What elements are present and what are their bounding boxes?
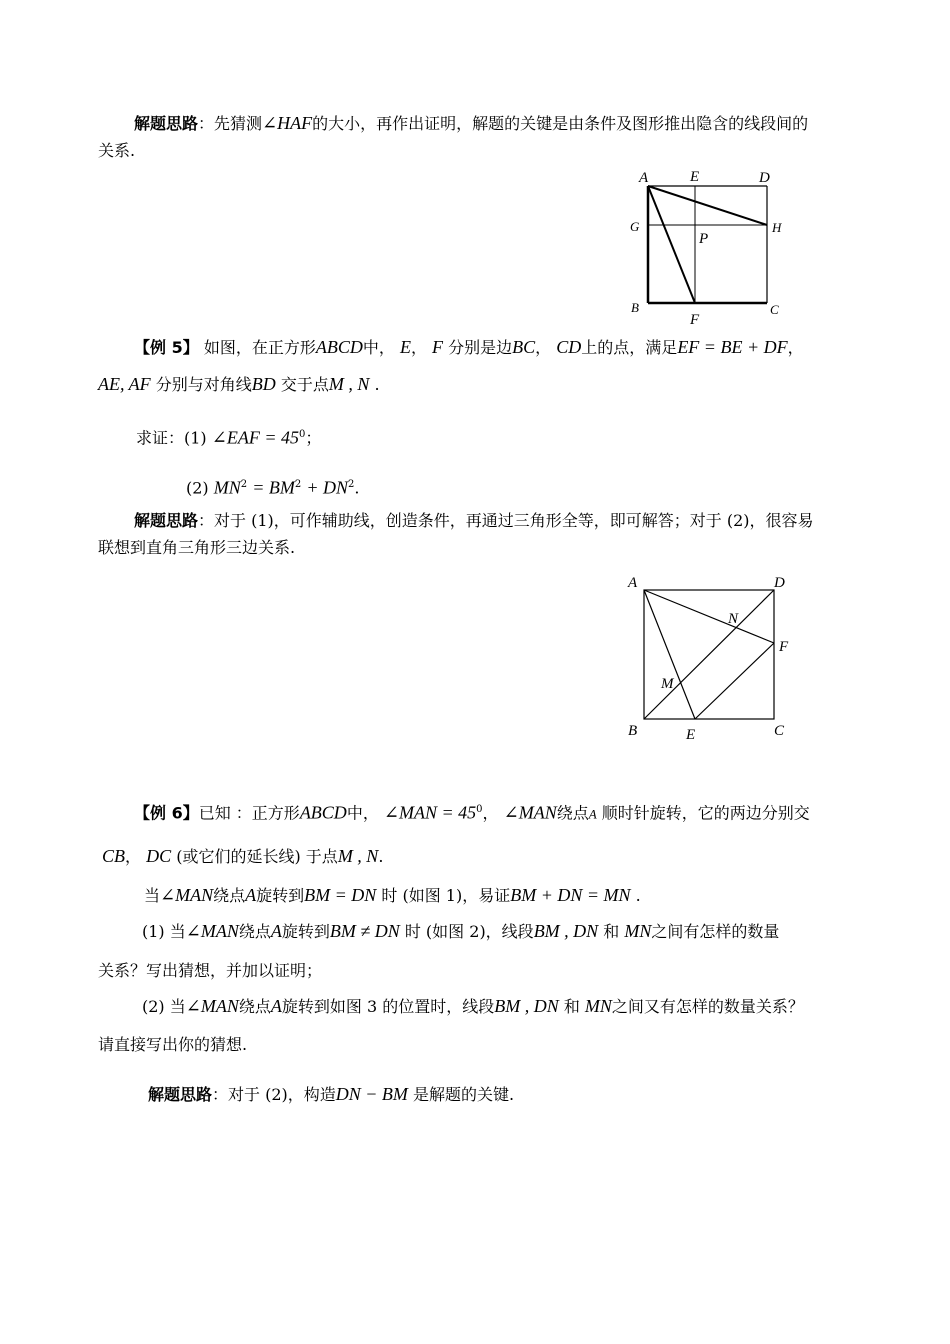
hint-label: 解题思路 [134,114,199,133]
ex6-line-7: 请直接写出你的猜想. [98,1035,248,1054]
ex5-line-1: 【例 5】 如图，在正方形ABCD中， E， F 分别是边BC， CD上的点，满足EF = BE + DF， [134,337,804,357]
label-E: E [686,727,696,743]
label-D: D [759,170,770,186]
ex6-line-5: 关系？写出猜想，并加以证明； [98,961,323,980]
hint-line-1: 解题思路：先猜测∠HAF的大小，再作出证明，解题的关键是由条件及图形推出隐含的线段间的 [134,113,809,133]
label-P: P [699,231,709,247]
ex6-line-2: CB， DC (或它们的延长线) 于点M , N. [102,846,384,866]
ex6-line-6: (2) 当∠MAN绕点A旋转到如图 3 的位置时，线段BM , DN 和 MN之间又有怎样的数量关系？ [142,996,804,1016]
ex6-line-1: 【例 6】已知 ：正方形ABCD中， ∠MAN = $45^0$， ∠MAN绕点A 顺时针旋转，它的两边分别交 [134,802,810,823]
label-G: G [630,219,640,234]
ex5-hint-line-1: 解题思路：对于 (1)，可作辅助线，创造条件，再通过三角形全等，即可解答；对于 (2)，很容易 [134,511,814,530]
ex5-q1: 求证：(1) ∠EAF = $45^0$； [136,427,322,448]
ex5-tag: 【例 5】 [134,338,199,357]
label-H: H [772,220,782,235]
label-C: C [774,723,785,739]
ex5-line-2: AE, AF 分别与对角线BD 交于点M , N . [98,374,380,394]
ex6-line-3: 当∠MAN绕点A旋转到BM = DN 时 (如图 1)，易证BM + DN = MN . [144,885,641,905]
label-N: N [728,611,739,627]
label-F: F [690,312,700,328]
ex6-line-4: (1) 当∠MAN绕点A旋转到BM ≠ DN 时 (如图 2)，线段BM , DN 和 MN之间有怎样的数量 [142,921,780,941]
ex5-q2: (2) $MN^2 = BM^2 + DN^2$. [186,477,360,498]
label-B: B [631,300,639,315]
label-D: D [774,575,785,591]
figure-2 [620,570,800,745]
ex5-hint-line-2: 联想到直角三角形三边关系. [98,538,296,557]
hint-line-2: 关系. [98,141,136,160]
figure-1 [620,160,800,330]
label-M: M [661,676,674,692]
label-B: B [628,723,638,739]
label-A: A [628,575,638,591]
label-C: C [770,302,779,317]
label-E: E [690,169,700,185]
ex6-hint: 解题思路：对于 (2)，构造DN − BM 是解题的关键. [148,1084,515,1104]
label-F: F [779,639,789,655]
label-A: A [639,170,649,186]
ex6-tag: 【例 6】 [134,803,199,823]
